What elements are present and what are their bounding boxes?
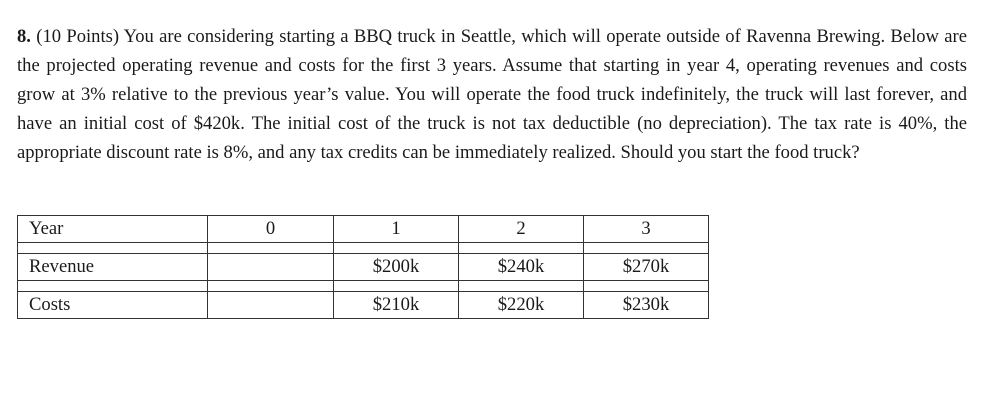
spacer-cell: [334, 281, 459, 292]
spacer-cell: [18, 243, 208, 254]
revenue-year-1: $200k: [334, 254, 459, 281]
costs-year-2: $220k: [459, 292, 584, 319]
question-body: (10 Points) You are considering starting a BBQ truck in Seattle, which will operate outside of Ravenna Brewing. Below are the projected operating revenue and costs for the first 3 years. Assume that starting in year 4, operating revenues and costs grow at 3% relative to the previous year’s value. You will operate the food truck indefinitely, the truck will last forever, and have an initial cost of $420k. The initial cost of the truck is not tax deductible (no depreciation). The tax rate is 40%, the appropriate discount rate is 8%, and any tax credits can be immediately realized. Should you start the food truck?: [17, 26, 967, 163]
table-row-revenue: [18, 254, 709, 281]
spacer-cell: [334, 243, 459, 254]
spacer-cell: [459, 281, 584, 292]
header-year-3: 3: [584, 216, 709, 243]
spacer-cell: [459, 243, 584, 254]
question-number: 8.: [17, 26, 31, 47]
revenue-year-3: $270k: [584, 254, 709, 281]
row-label-revenue: Revenue: [18, 254, 208, 281]
spacer-cell: [208, 281, 334, 292]
table-spacer: [18, 243, 709, 254]
spacer-cell: [584, 243, 709, 254]
header-year-2: 2: [459, 216, 584, 243]
question-text: [17, 22, 967, 167]
costs-year-1: $210k: [334, 292, 459, 319]
row-label-costs: Costs: [18, 292, 208, 319]
spacer-cell: [18, 281, 208, 292]
spacer-cell: [584, 281, 709, 292]
header-year-0: 0: [208, 216, 334, 243]
table-row-costs: [18, 292, 709, 319]
costs-year-3: $230k: [584, 292, 709, 319]
header-year-label: Year: [18, 216, 208, 243]
revenue-year-0: [208, 254, 334, 281]
header-year-1: 1: [334, 216, 459, 243]
revenue-year-2: $240k: [459, 254, 584, 281]
spacer-cell: [208, 243, 334, 254]
table-spacer: [18, 281, 709, 292]
table-header-row: [18, 216, 709, 243]
revenue-cost-table: [17, 215, 709, 319]
costs-year-0: [208, 292, 334, 319]
